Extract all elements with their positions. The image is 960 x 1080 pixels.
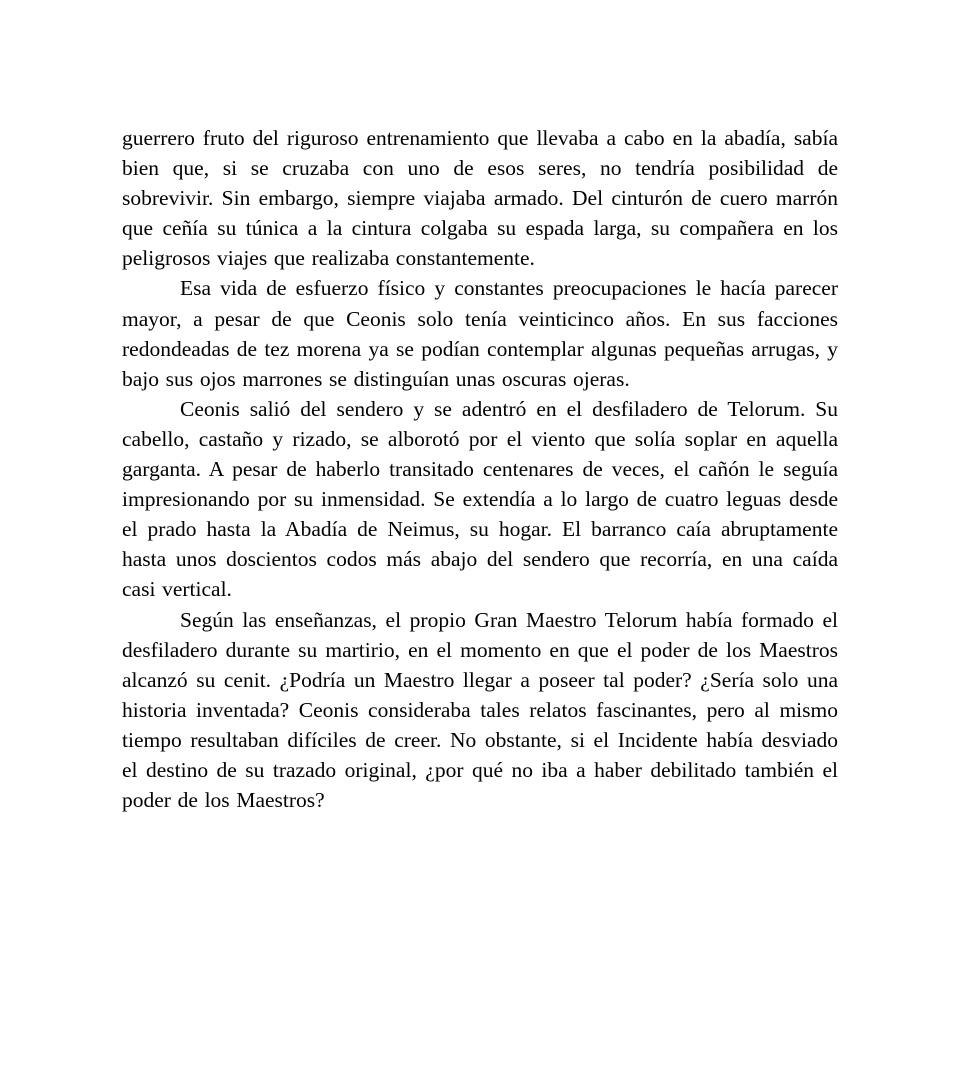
text-block [122, 123, 838, 815]
paragraph-continuation: guerrero fruto del riguroso entrenamiento que llevaba a cabo en la abadía, sabía bien que, si se cruzaba con uno de esos seres, no tendría posibilidad de sobrevivir. Sin embargo, siempre viajaba armado. Del cinturón de cuero marrón que ceñía su túnica a la cintura colgaba su espada larga, su compañera en los peligrosos viajes que realizaba constantemente. [122, 126, 838, 271]
paragraph: Ceonis salió del sendero y se adentró en el desfiladero de Telorum. Su cabello, castaño y rizado, se alborotó por el viento que solía soplar en aquella garganta. A pesar de haberlo transitado centenares de veces, el cañón le seguía impresionando por su inmensidad. Se extendía a lo largo de cuatro leguas desde el prado hasta la Abadía de Neimus, su hogar. El barranco caía abruptamente hasta unos doscientos codos más abajo del sendero que recorría, en una caída casi vertical. [122, 396, 838, 602]
paragraph: Esa vida de esfuerzo físico y constantes preocupaciones le hacía parecer mayor, a pesar de que Ceonis solo tenía veinticinco años. En sus facciones redondeadas de tez morena ya se podían contemplar algunas pequeñas arrugas, y bajo sus ojos marrones se distinguían unas oscuras ojeras. [122, 276, 838, 391]
paragraph: Según las enseñanzas, el propio Gran Maestro Telorum había formado el desfiladero durante su martirio, en el momento en que el poder de los Maestros alcanzó su cenit. ¿Podría un Maestro llegar a poseer tal poder? ¿Sería solo una historia inventada? Ceonis consideraba tales relatos fascinantes, pero al mismo tiempo resultaban difíciles de creer. No obstante, si el Incidente había desviado el destino de su trazado original, ¿por qué no iba a haber debilitado también el poder de los Maestros? [122, 607, 838, 813]
